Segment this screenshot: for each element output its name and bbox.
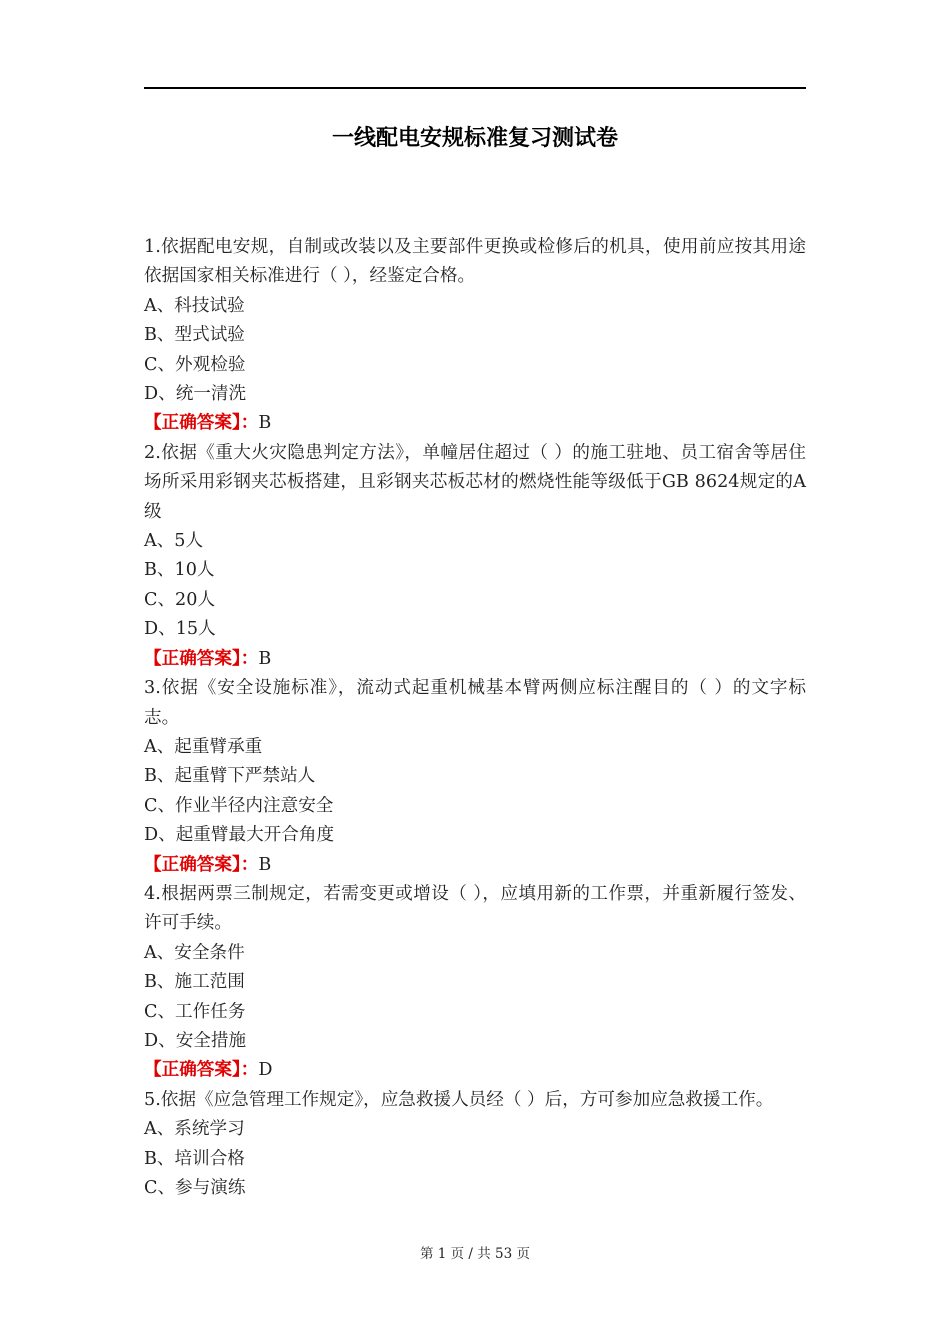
answer-label: 【正确答案】： [144,1060,259,1081]
option-a: A、起重臂承重 [144,736,263,757]
option-c: C、外观检验 [144,354,246,375]
answer-value: B [258,648,272,669]
answer-value: B [258,854,272,875]
option-d: D、起重臂最大开合角度 [144,825,335,846]
option-b: B、10人 [144,560,215,581]
option-b: B、培训合格 [144,1148,245,1169]
option-b: B、起重臂下严禁站人 [144,766,316,787]
answer-line [144,645,806,674]
answer-line [144,1056,806,1085]
answer-line [144,851,806,880]
option-a: A、系统学习 [144,1119,245,1140]
question-text: 5.依据《应急管理工作规定》，应急救援人员经（ ）后，方可参加应急救援工作。 [144,1089,774,1110]
answer-label: 【正确答案】： [144,648,259,669]
question-item [144,439,806,674]
option-d: D、统一清洗 [144,384,247,405]
answer-label: 【正确答案】： [144,854,259,875]
option-d: D、15人 [144,619,216,640]
question-item [144,674,806,880]
question-text: 4.根据两票三制规定，若需变更或增设（ ），应填用新的工作票，并重新履行签发、许可手续。 [144,883,806,934]
option-a: A、5人 [144,531,204,552]
question-item [144,1086,806,1204]
header-rule [144,87,806,89]
question-text: 2.依据《重大火灾隐患判定方法》，单幢居住超过（ ）的施工驻地、员工宿舍等居住场所采用彩钢夹芯板搭建，且彩钢夹芯板芯材的燃烧性能等级低于GB 8624规定的A级 [144,442,806,522]
option-a: A、科技试验 [144,295,245,316]
option-c: C、作业半径内注意安全 [144,795,334,816]
option-c: C、20人 [144,589,216,610]
answer-label: 【正确答案】： [144,413,259,434]
option-c: C、工作任务 [144,1001,246,1022]
answer-line [144,409,806,438]
option-b: B、施工范围 [144,972,245,993]
question-text: 1.依据配电安规，自制或改装以及主要部件更换或检修后的机具，使用前应按其用途依据国家相关标准进行（ ），经鉴定合格。 [144,237,806,287]
option-d: D、安全措施 [144,1030,247,1051]
question-list [144,233,806,1203]
page-footer: 第 1 页 / 共 53 页 [419,1246,531,1262]
document-title: 一线配电安规标准复习测试卷 [331,126,618,151]
question-item [144,880,806,1086]
question-item [144,233,806,439]
answer-value: D [258,1060,273,1081]
question-text: 3.依据《安全设施标准》，流动式起重机械基本臂两侧应标注醒目的（ ）的文字标志。 [144,678,806,728]
option-b: B、型式试验 [144,325,245,346]
answer-value: B [258,413,272,434]
option-a: A、安全条件 [144,942,245,963]
option-c: C、参与演练 [144,1178,246,1198]
